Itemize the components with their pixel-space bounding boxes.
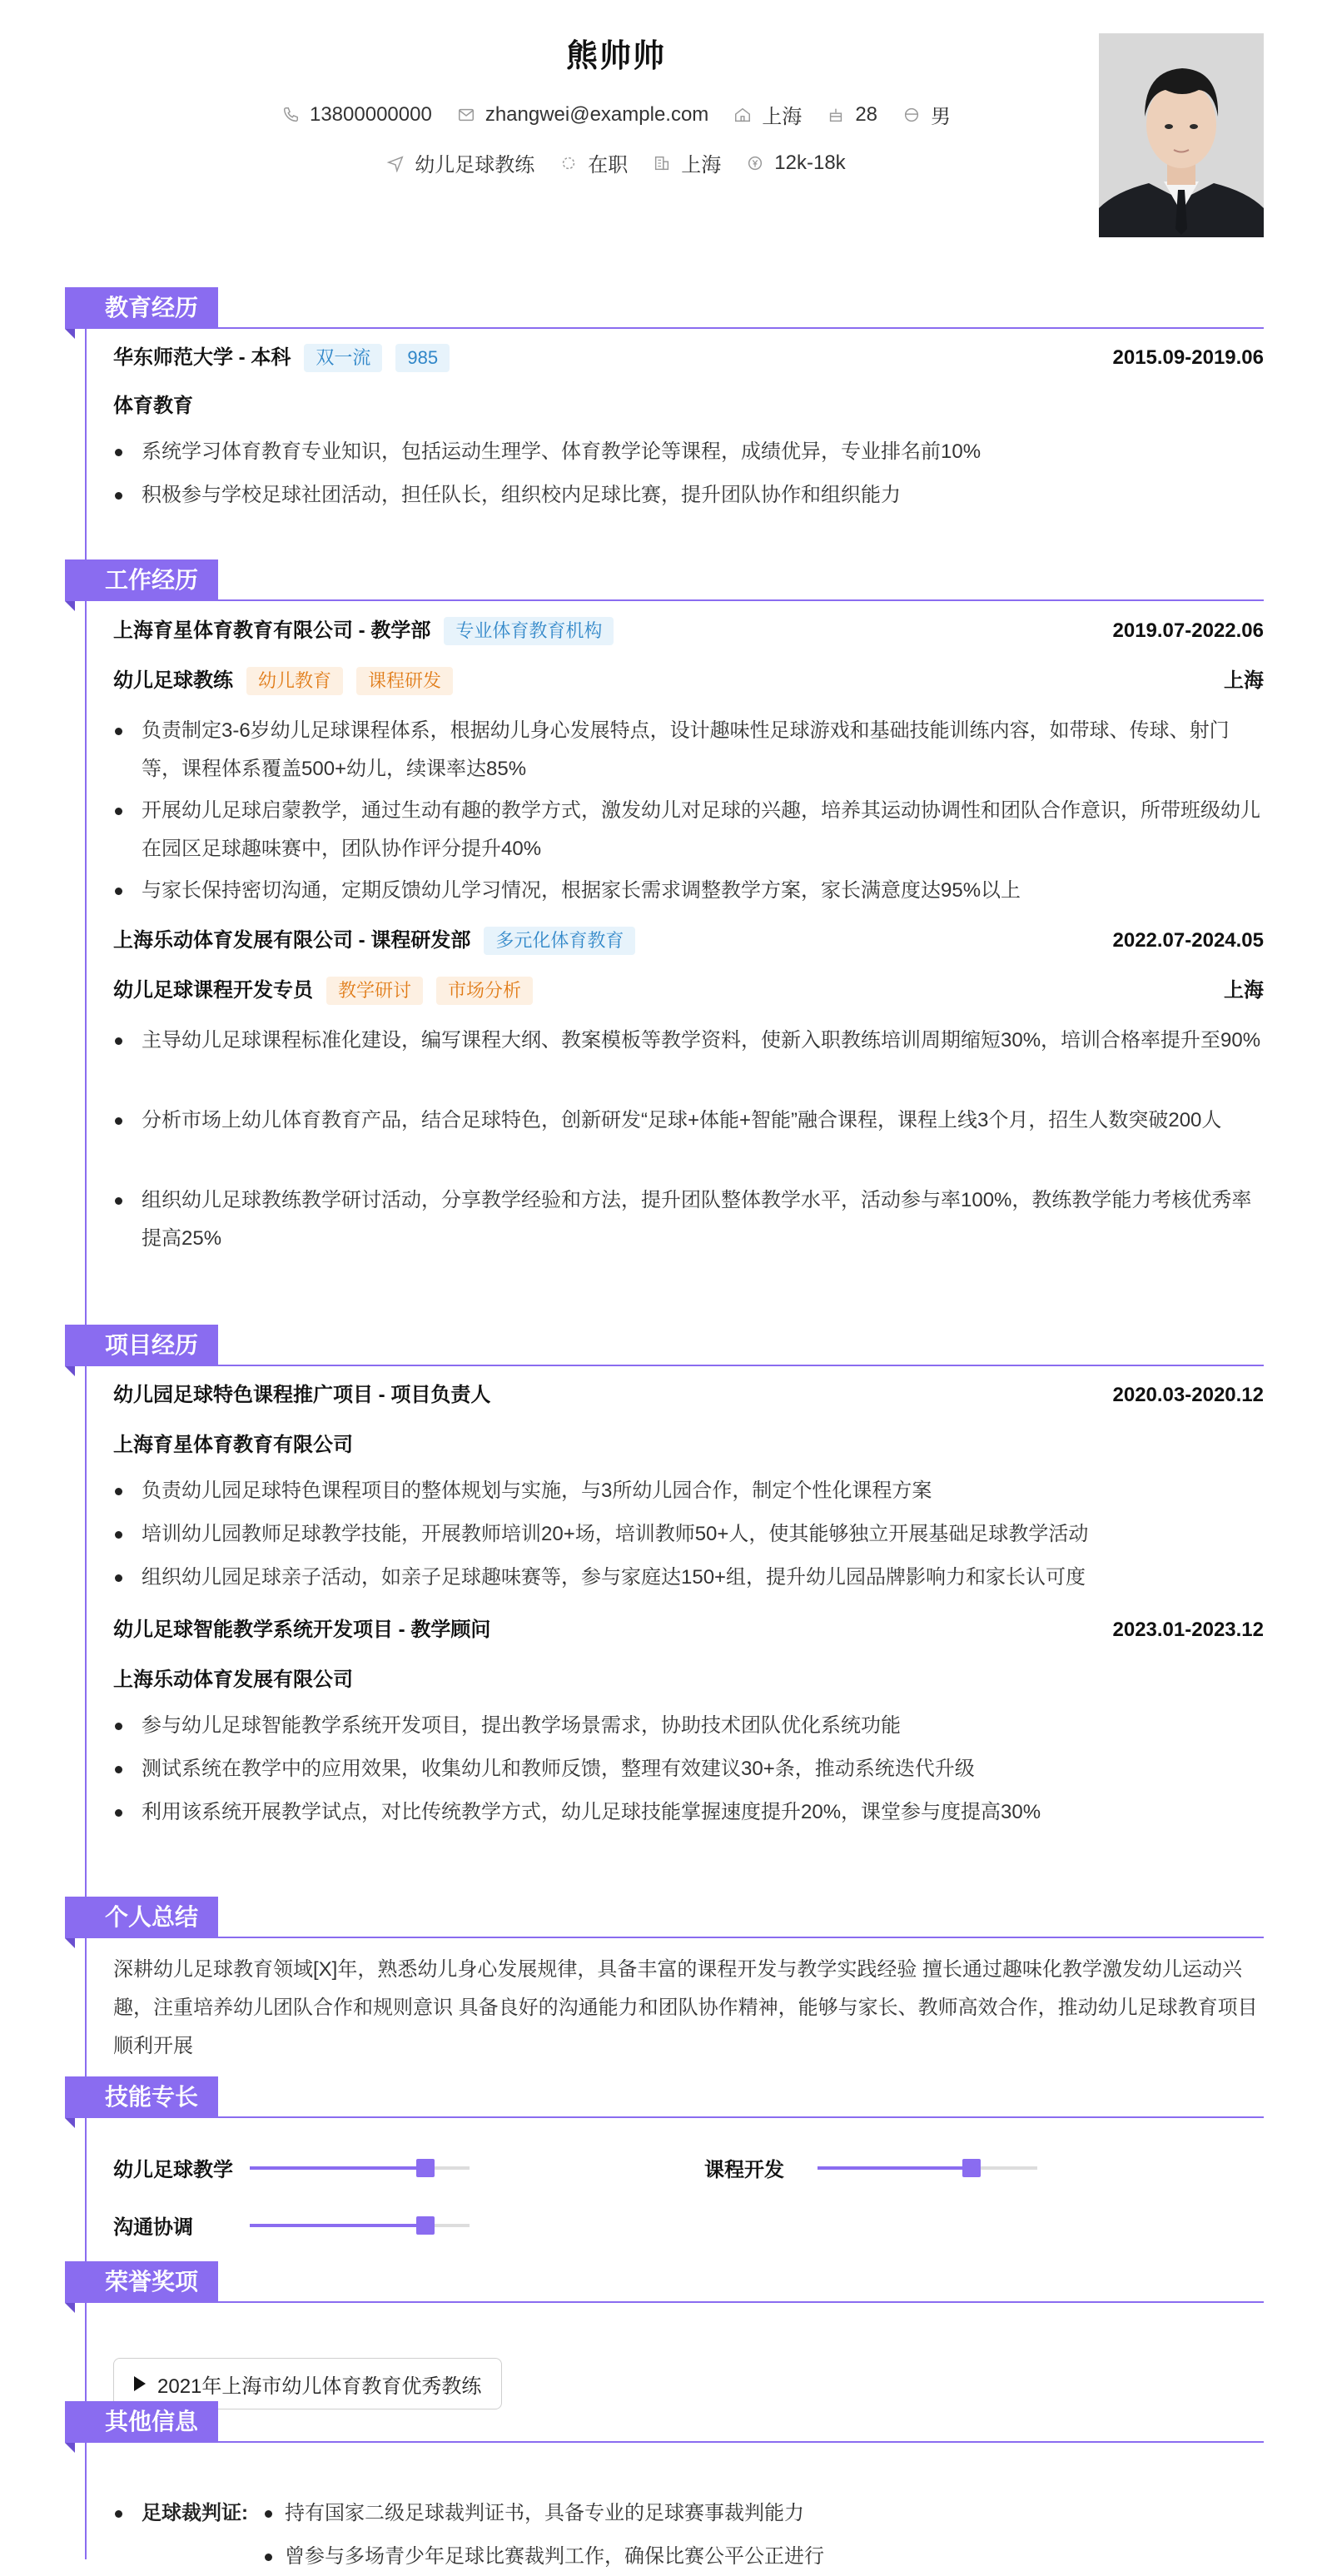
job-role-row [113, 976, 1264, 1006]
job-header [113, 926, 1264, 956]
section-title: 项目经历 [65, 1325, 218, 1366]
role-tag: 市场分析 [436, 977, 533, 1005]
job-bullet: 主导幼儿足球课程标准化建设，编写课程大纲、教案模板等教学资料，使新入职教练培训周期缩短30%，培训合格率提升至90% [113, 1022, 1264, 1060]
role-tag: 幼儿教育 [246, 667, 343, 695]
skill-bar [250, 2166, 470, 2170]
section-divider [65, 2441, 1264, 2443]
section-divider [65, 1937, 1264, 1938]
salary-icon [746, 154, 764, 172]
section-honors [65, 2261, 1264, 2303]
email-icon [457, 106, 475, 124]
section-divider [65, 1365, 1264, 1366]
honor-text: 2021年上海市幼儿体育教育优秀教练 [157, 2375, 482, 2398]
section-education [65, 287, 1264, 329]
project-bullet: 组织幼儿园足球亲子活动，如亲子足球趣味赛等，参与家庭达150+组，提升幼儿园品牌影响力和家长认可度 [113, 1559, 1264, 1597]
skill-bar-fill [818, 2166, 972, 2170]
other-item: 曾参与多场青少年足球比赛裁判工作，确保比赛公平公正进行 [285, 2545, 824, 2568]
project-name: 幼儿园足球特色课程推广项目 - 项目负责人 [113, 1384, 491, 1406]
section-title: 个人总结 [65, 1897, 218, 1938]
bullet-dot [265, 2554, 272, 2561]
company-tag: 专业体育教育机构 [444, 617, 614, 645]
job-role: 幼儿足球教练 [113, 669, 233, 692]
skill-bar-handle [416, 2216, 435, 2235]
school-tag: 双一流 [304, 344, 382, 372]
project-date: 2020.03-2020.12 [1112, 1384, 1264, 1406]
section-other [65, 2401, 1264, 2443]
company-tag: 多元化体育教育 [484, 927, 635, 955]
section-divider [65, 599, 1264, 601]
send-icon [386, 154, 405, 172]
skill-name: 课程开发 [704, 2159, 784, 2181]
profile-photo [1099, 33, 1264, 237]
skill-bar-handle [962, 2159, 981, 2177]
job-date: 2019.07-2022.06 [1112, 619, 1264, 642]
home-icon [733, 106, 752, 124]
job-city: 上海 [1224, 979, 1264, 1002]
bullet-dot [265, 2510, 272, 2518]
section-title: 荣誉奖项 [65, 2261, 218, 2303]
contact-gender: 男 [902, 100, 951, 129]
section-title: 工作经历 [65, 559, 218, 601]
job-city: 上海 [1224, 669, 1264, 692]
job-bullet: 与家长保持密切沟通，定期反馈幼儿学习情况，根据家长需求调整教学方案，家长满意度达95%以上 [113, 872, 1264, 910]
summary-text: 深耕幼儿足球教育领域[X]年，熟悉幼儿身心发展规律，具备丰富的课程开发与教学实践经验 擅长通过趣味化教学激发幼儿运动兴趣，注重培养幼儿团队合作和规则意识 具备良好的沟通能力和团队协作精神，能够与家长、教师高效合作，推动幼儿足球教育项目顺利开展 [113, 1958, 1258, 2057]
company-name: 上海育星体育教育有限公司 - 教学部 [113, 619, 431, 642]
status-icon [559, 154, 578, 172]
section-work [65, 559, 1264, 601]
project-bullet: 测试系统在教学中的应用效果，收集幼儿和教师反馈，整理有效建议30+条，推动系统迭代升级 [113, 1750, 1264, 1788]
other-item: 持有国家二级足球裁判证书，具备专业的足球赛事裁判能力 [285, 2502, 804, 2524]
school-name: 华东师范大学 - 本科 [113, 346, 291, 369]
expand-triangle-icon [134, 2376, 146, 2391]
job-bullet: 组织幼儿足球教练教学研讨活动，分享教学经验和方法，提升团队整体教学水平，活动参与率100%，教练教学能力考核优秀率提高25% [113, 1181, 1264, 1258]
job-role: 幼儿足球课程开发专员 [113, 979, 313, 1002]
section-title: 技能专长 [65, 2076, 218, 2118]
education-date: 2015.09-2019.06 [1112, 346, 1264, 369]
skill-name: 幼儿足球教学 [113, 2159, 233, 2181]
contact-status: 在职 [559, 148, 628, 177]
project-date: 2023.01-2023.12 [1112, 1619, 1264, 1641]
section-skills [65, 2076, 1264, 2118]
contact-age: 28 [827, 103, 877, 127]
school-tag: 985 [395, 344, 450, 372]
section-title: 教育经历 [65, 287, 218, 329]
project-org: 上海育星体育教育有限公司 [113, 1434, 353, 1456]
contact-city: 上海 [733, 100, 802, 129]
contact-row-2 [0, 148, 1232, 177]
skill-bar [818, 2166, 1037, 2170]
skill-bar [250, 2224, 470, 2227]
education-header [113, 343, 1264, 373]
education-bullet: 积极参与学校足球社团活动，担任队长，组织校内足球比赛，提升团队协作和组织能力 [113, 476, 1264, 515]
project-org: 上海乐动体育发展有限公司 [113, 1668, 353, 1691]
skill-bar-fill [250, 2166, 425, 2170]
education-bullet: 系统学习体育教育专业知识，包括运动生理学、体育教学论等课程，成绩优异，专业排名前10% [113, 433, 1264, 471]
section-divider [65, 2301, 1264, 2303]
contact-phone: 13800000000 [281, 103, 432, 127]
contact-email: zhangwei@example.com [457, 103, 709, 127]
job-role-row [113, 666, 1264, 696]
section-divider [65, 327, 1264, 329]
skill-bar-handle [416, 2159, 435, 2177]
section-summary [65, 1897, 1264, 1938]
skill-item [113, 2153, 470, 2182]
age-icon [827, 106, 845, 124]
project-bullet: 负责幼儿园足球特色课程项目的整体规划与实施，与3所幼儿园合作，制定个性化课程方案 [113, 1472, 1264, 1510]
role-tag: 课程研发 [356, 667, 453, 695]
project-bullet: 利用该系统开展教学试点，对比传统教学方式，幼儿足球技能掌握速度提升20%，课堂参与度提高30% [113, 1793, 1264, 1832]
contact-row-1 [0, 100, 1232, 129]
skill-item [113, 2210, 470, 2240]
building-icon [653, 154, 671, 172]
job-bullet: 负责制定3-6岁幼儿足球课程体系，根据幼儿身心发展特点，设计趣味性足球游戏和基础技能训练内容，如带球、传球、射门等，课程体系覆盖500+幼儿，续课率达85% [113, 712, 1264, 788]
job-date: 2022.07-2024.05 [1112, 929, 1264, 952]
bullet-dot [115, 2510, 122, 2518]
timeline-line [85, 329, 87, 2559]
section-divider [65, 2116, 1264, 2118]
project-header [113, 1615, 1264, 1645]
section-projects [65, 1325, 1264, 1366]
project-name: 幼儿足球智能教学系统开发项目 - 教学顾问 [113, 1619, 491, 1641]
job-bullet: 开展幼儿足球启蒙教学，通过生动有趣的教学方式，激发幼儿对足球的兴趣，培养其运动协调性和团队合作意识，所带班级幼儿在园区足球趣味赛中，团队协作评分提升40% [113, 792, 1264, 868]
contact-salary: 12k-18k [746, 152, 845, 175]
project-bullet: 培训幼儿园教师足球教学技能，开展教师培训20+场，培训教师50+人，使其能够独立开展基础足球教学活动 [113, 1515, 1264, 1554]
company-name: 上海乐动体育发展有限公司 - 课程研发部 [113, 929, 471, 952]
skill-item [704, 2153, 1037, 2182]
project-bullet: 参与幼儿足球智能教学系统开发项目，提出教学场景需求，协助技术团队优化系统功能 [113, 1707, 1264, 1745]
section-title: 其他信息 [65, 2401, 218, 2443]
other-label: 足球裁判证: [142, 2502, 248, 2524]
role-tag: 教学研讨 [326, 977, 423, 1005]
gender-icon [902, 106, 921, 124]
skill-name: 沟通协调 [113, 2216, 193, 2239]
contact-position: 幼儿足球教练 [386, 148, 534, 177]
skill-bar-fill [250, 2224, 425, 2227]
contact-work-city: 上海 [653, 148, 721, 177]
job-header [113, 616, 1264, 646]
job-bullet: 分析市场上幼儿体育教育产品，结合足球特色，创新研发“足球+体能+智能”融合课程，课程上线3个月，招生人数突破200人 [113, 1102, 1264, 1140]
phone-icon [281, 106, 300, 124]
candidate-name: 熊帅帅 [565, 39, 666, 74]
project-header [113, 1380, 1264, 1410]
education-major: 体育教育 [113, 395, 193, 417]
